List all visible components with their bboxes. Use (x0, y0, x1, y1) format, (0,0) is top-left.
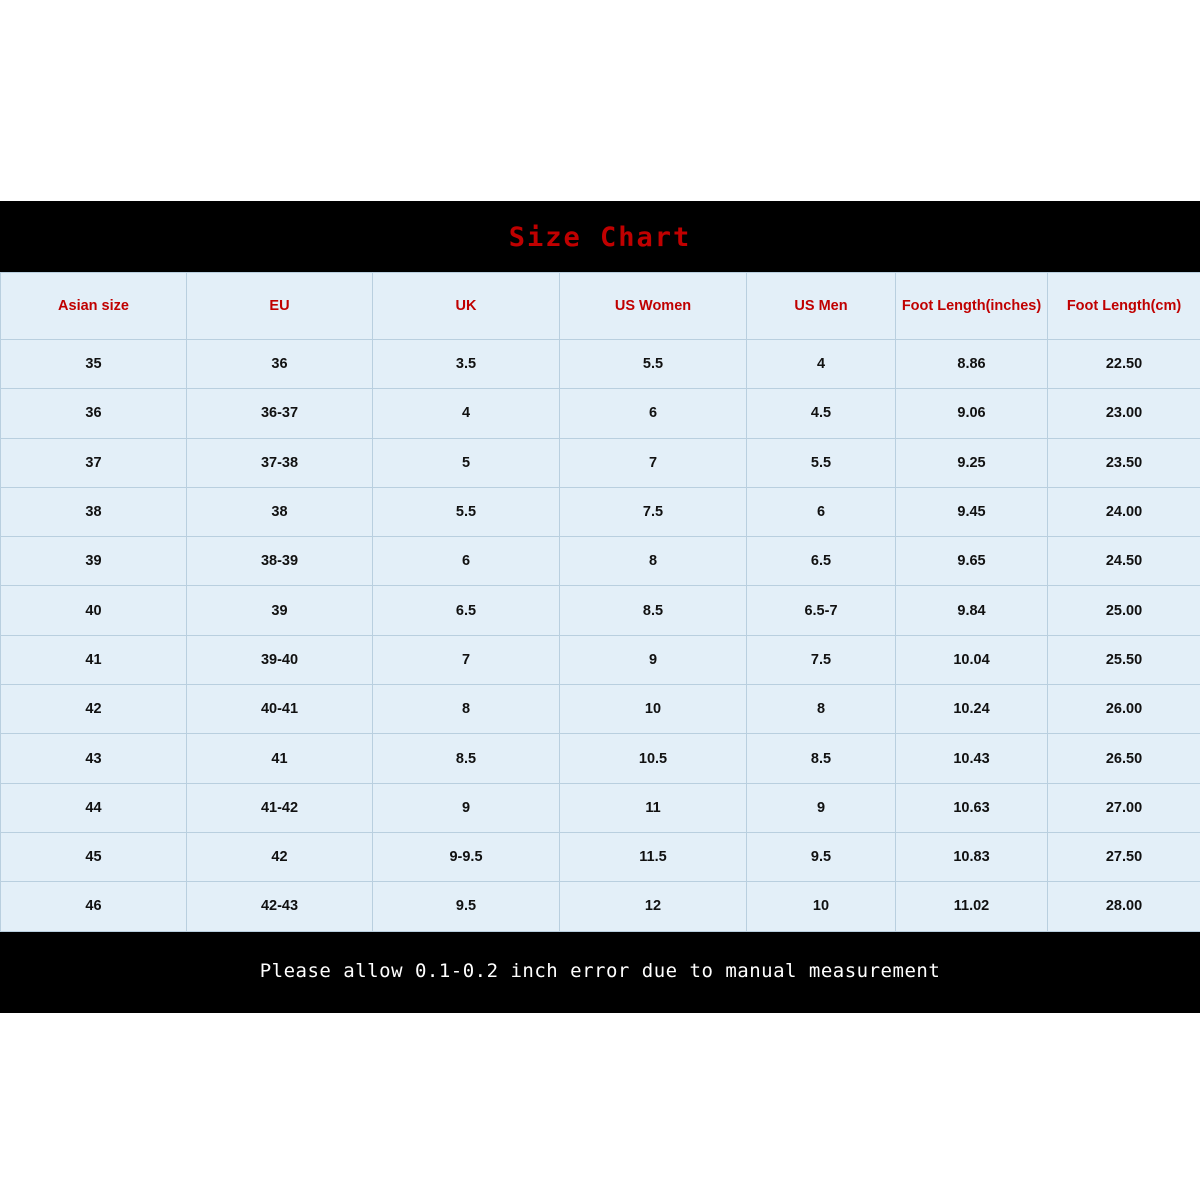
table-row (1, 438, 1200, 487)
cell-us-men: 10 (747, 882, 896, 931)
cell-uk: 4 (373, 389, 560, 438)
cell-uk: 9-9.5 (373, 832, 560, 881)
cell-us-women: 8 (560, 537, 747, 586)
table-row (1, 389, 1200, 438)
cell-foot-inches: 11.02 (896, 882, 1048, 931)
cell-us-men: 5.5 (747, 438, 896, 487)
table-row (1, 783, 1200, 832)
cell-eu: 42 (187, 832, 373, 881)
cell-us-men: 8 (747, 685, 896, 734)
cell-us-men: 4 (747, 340, 896, 389)
cell-asian-size: 41 (1, 635, 187, 684)
table-header (1, 273, 1200, 340)
cell-uk: 6.5 (373, 586, 560, 635)
cell-eu: 39-40 (187, 635, 373, 684)
cell-uk: 3.5 (373, 340, 560, 389)
column-header-uk: UK (373, 273, 560, 340)
column-header-foot-length-inches: Foot Length(inches) (896, 273, 1048, 340)
cell-us-women: 10 (560, 685, 747, 734)
cell-us-men: 8.5 (747, 734, 896, 783)
cell-uk: 5 (373, 438, 560, 487)
cell-us-women: 11 (560, 783, 747, 832)
table-row (1, 882, 1200, 931)
cell-asian-size: 46 (1, 882, 187, 931)
cell-foot-cm: 25.00 (1048, 586, 1200, 635)
cell-asian-size: 39 (1, 537, 187, 586)
cell-uk: 7 (373, 635, 560, 684)
cell-foot-cm: 26.50 (1048, 734, 1200, 783)
cell-asian-size: 35 (1, 340, 187, 389)
cell-us-men: 6.5-7 (747, 586, 896, 635)
cell-foot-inches: 10.63 (896, 783, 1048, 832)
cell-us-women: 5.5 (560, 340, 747, 389)
cell-asian-size: 45 (1, 832, 187, 881)
cell-eu: 37-38 (187, 438, 373, 487)
table-body (1, 340, 1200, 932)
table-row (1, 340, 1200, 389)
cell-foot-cm: 23.00 (1048, 389, 1200, 438)
table-row (1, 832, 1200, 881)
cell-foot-cm: 26.00 (1048, 685, 1200, 734)
cell-us-women: 6 (560, 389, 747, 438)
cell-us-women: 7.5 (560, 487, 747, 536)
size-chart-table (0, 272, 1200, 932)
cell-foot-inches: 9.25 (896, 438, 1048, 487)
table-row (1, 635, 1200, 684)
cell-us-men: 6 (747, 487, 896, 536)
cell-us-women: 7 (560, 438, 747, 487)
cell-foot-cm: 22.50 (1048, 340, 1200, 389)
cell-us-women: 10.5 (560, 734, 747, 783)
measurement-disclaimer: Please allow 0.1-0.2 inch error due to manual measurement (0, 932, 1200, 1013)
cell-eu: 36 (187, 340, 373, 389)
cell-uk: 8.5 (373, 734, 560, 783)
cell-asian-size: 38 (1, 487, 187, 536)
cell-asian-size: 36 (1, 389, 187, 438)
cell-foot-inches: 10.04 (896, 635, 1048, 684)
table-row (1, 586, 1200, 635)
cell-us-men: 9 (747, 783, 896, 832)
table-row (1, 734, 1200, 783)
cell-foot-inches: 9.84 (896, 586, 1048, 635)
cell-foot-cm: 24.00 (1048, 487, 1200, 536)
cell-asian-size: 37 (1, 438, 187, 487)
size-chart-panel (0, 201, 1200, 1013)
cell-us-women: 8.5 (560, 586, 747, 635)
cell-foot-cm: 25.50 (1048, 635, 1200, 684)
cell-us-men: 7.5 (747, 635, 896, 684)
column-header-asian-size: Asian size (1, 273, 187, 340)
cell-eu: 41-42 (187, 783, 373, 832)
page-title: Size Chart (0, 201, 1200, 272)
cell-uk: 8 (373, 685, 560, 734)
cell-foot-inches: 10.83 (896, 832, 1048, 881)
cell-uk: 9 (373, 783, 560, 832)
cell-foot-cm: 24.50 (1048, 537, 1200, 586)
cell-uk: 5.5 (373, 487, 560, 536)
cell-eu: 39 (187, 586, 373, 635)
cell-foot-cm: 23.50 (1048, 438, 1200, 487)
cell-asian-size: 44 (1, 783, 187, 832)
header-row (1, 273, 1200, 340)
cell-asian-size: 42 (1, 685, 187, 734)
cell-foot-cm: 28.00 (1048, 882, 1200, 931)
table-row (1, 537, 1200, 586)
cell-foot-inches: 9.06 (896, 389, 1048, 438)
column-header-us-women: US Women (560, 273, 747, 340)
cell-foot-inches: 9.45 (896, 487, 1048, 536)
table-row (1, 685, 1200, 734)
cell-foot-inches: 9.65 (896, 537, 1048, 586)
cell-us-women: 11.5 (560, 832, 747, 881)
table-row (1, 487, 1200, 536)
cell-eu: 38-39 (187, 537, 373, 586)
cell-asian-size: 43 (1, 734, 187, 783)
cell-us-women: 9 (560, 635, 747, 684)
cell-eu: 36-37 (187, 389, 373, 438)
cell-eu: 41 (187, 734, 373, 783)
cell-us-men: 4.5 (747, 389, 896, 438)
cell-foot-cm: 27.50 (1048, 832, 1200, 881)
cell-eu: 42-43 (187, 882, 373, 931)
cell-us-men: 9.5 (747, 832, 896, 881)
cell-eu: 40-41 (187, 685, 373, 734)
cell-uk: 9.5 (373, 882, 560, 931)
cell-foot-inches: 8.86 (896, 340, 1048, 389)
cell-uk: 6 (373, 537, 560, 586)
cell-asian-size: 40 (1, 586, 187, 635)
cell-foot-cm: 27.00 (1048, 783, 1200, 832)
column-header-us-men: US Men (747, 273, 896, 340)
cell-foot-inches: 10.24 (896, 685, 1048, 734)
cell-eu: 38 (187, 487, 373, 536)
cell-us-women: 12 (560, 882, 747, 931)
cell-foot-inches: 10.43 (896, 734, 1048, 783)
column-header-foot-length-cm: Foot Length(cm) (1048, 273, 1200, 340)
cell-us-men: 6.5 (747, 537, 896, 586)
column-header-eu: EU (187, 273, 373, 340)
